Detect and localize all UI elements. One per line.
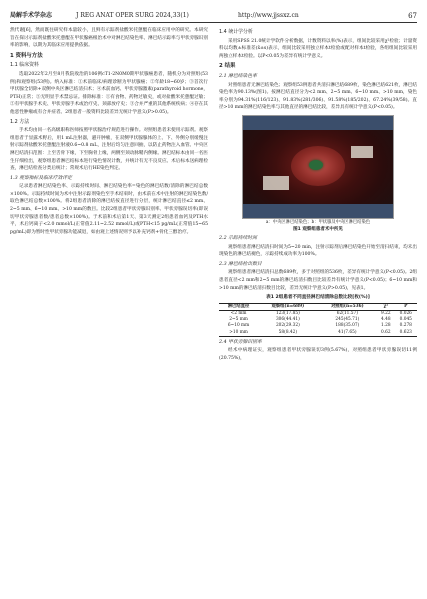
- tracing-duration-paragraph: 观察组患者淋巴结清扫时间为5~20 min，注射示踪剂后淋巴结染色开始至清扫结束，均未出现染色的淋巴结褪色，示踪持续成功率为100%。: [219, 244, 417, 258]
- subsection-heading-node-count: 2.3 淋巴结检出数目: [219, 261, 262, 267]
- gauze: [263, 176, 289, 190]
- table-cell: 0.623: [399, 329, 412, 335]
- methods-paragraph: 手术均由同一名高级职称医师按照甲状腺治疗规范进行操作。对照组患者未使用示踪剂。观察组患者于显露术野后，用1 mL注射器，避开肿瘤，在双侧甲状腺腺体的上、下、外侧分别缓慢注射示踪剂盐酸米托蒽醌注射液0.6~0.8 mL，注射后均匀注意回抽，以防止药物注入血管。中央区淋巴结清扫范围：上至舌骨下缘，下至胸骨上缘，两侧至颈动脉鞘内侧缘。淋巴结标本由同一名医生仔细检出，观察组患者淋巴结标本进行染色情况计数，并统计有无不良反应。术后标本送病理检查，淋巴结检查分类后统计；常规术后行HE染色判定。: [10, 128, 208, 172]
- table-header-cell: χ²: [383, 303, 389, 309]
- table-cell: 58(8.42): [278, 329, 298, 335]
- table-cell: 0.045: [399, 317, 412, 323]
- table-cell: 62(11.57): [336, 310, 358, 316]
- staining-rate-paragraph: 对照组患者无淋巴结染色；观察组53例患者共清扫淋巴结689枚，染色淋巴结621枚，淋巴结染色率为90.13%(图1)。按淋巴结直径分为<2 mm、2~5 mm、6~10 mm、>10 mm，染色率分别为94.31%(116/123)、91.83%(281/306)、91.58%(185/202)、67.24%(39/58)。直径>10 mm的淋巴结染色率与其他直径的淋巴结比较，差异具有统计学意义(P<0.05)。: [219, 82, 417, 111]
- table-header-cell: 对照组(n=536): [331, 303, 364, 309]
- stained-lymph-node: [309, 160, 323, 170]
- indicators-paragraph: 记录患者淋巴结染色率、示踪持续时间、淋巴结染色率=染色的淋巴结数/清除的淋巴结总数×100%。示踪持续时间为术中注射示踪剂染色至手术结束时，由术前在术中注射的淋巴结染色数/取色淋巴结总数×100%。将2组患者清除的淋巴结按直径进行分层，统计淋巴结直径≤2 mm、2~5 mm、6~10 mm、>10 mm的数目。比较2组患者甲状旁腺识别率、甲状旁腺误切率(即误切甲状旁腺患者数/患者总数×100%)。于术前和术后第1天、第3天测定2组患者血钙及PTH水平，术后钙离子<2.0 mmol/L(正常值2.11~2.52 mmol/L)或PTH<15 pg/mL(正常值15~65 pg/mL)即为暂时性甲状旁腺功能减退，如由观上述情况则予以补充钙剂+骨化三醇治疗。: [10, 184, 208, 235]
- table-cell: >10 mm: [229, 329, 248, 335]
- subsection-heading-parathyroid: 2.4 甲状旁腺识别率: [219, 339, 262, 345]
- figure-subcaption: a：中央区淋巴结染色；b：甲状腺及中央区淋巴结染色: [265, 219, 371, 225]
- surgical-drape: [243, 204, 393, 218]
- table-cell: 202(29.32): [275, 323, 300, 329]
- table-cell: 4.48: [381, 317, 391, 323]
- node-count-paragraph: 观察组患者淋巴结清扫总数689枚，多于对照组的536枚，差异有统计学意义(P<0.05)。2组患者直径<2 mm和2~5 mm的淋巴结清扫数目比较差异有统计学意义(P<0.05)；6~10 mm和>10 mm的淋巴结清扫数目比较，差异无统计学意义(P>0.05)，见表1。: [219, 270, 417, 291]
- subsection-heading-methods: 1.2 方法: [10, 118, 30, 125]
- table-cell: 306(44.41): [275, 317, 300, 323]
- statistics-paragraph: 采用SPSS 21.0统计学软件分析数据，计数资料以率(%)表示，组间比较采用χ²检验；计量资料以均数±标准差(x̄±s)表示，组间比较采用独立样本t检验或配对样本t检验，各组组间比较采用两独立样本t检验。以P<0.05为差异有统计学意义。: [219, 38, 417, 59]
- clinical-data-paragraph: 选取2022年2月至8月我院收治的106例cT1-2N0M0期甲状腺癌患者，随机分为对照组(53例)和观察组(53例)。纳入标准：①术前临床/病理诊断为甲状腺癌；②年龄18~60岁；③首次行甲状腺全切除+双侧中央区淋巴结清扫术；④术前血钙、甲状旁腺激素(parathyroid hormone，PTH)正常；⑤无明显手术禁忌证。排除标准：①有食物、药物过敏史，或对盐酸米托蒽醌过敏；②有甲状腺手术史、甲状旁腺手术或治疗史、颈部放疗史；③合并严重的其他系统疾病；④存在其他恶性肿瘤或有合并症者。2组患者一般资料比较差异无统计学意义(P>0.05)。: [10, 71, 208, 115]
- table-cell: 123(17.85): [275, 310, 300, 316]
- parathyroid-paragraph: 经术中病理证实，观察组患者甲状旁腺误切3例(5.67%)，对照组患者甲状旁腺误切11例(20.75%)，: [219, 348, 417, 361]
- figure-title: 图1 观察组患者术中所见: [293, 226, 343, 232]
- surgical-photo-figure: [242, 115, 394, 219]
- table-row: [219, 330, 417, 337]
- table-cell: 1.28: [381, 323, 391, 329]
- lymph-node-table: [219, 303, 417, 337]
- page-number: 67: [408, 12, 417, 20]
- table-row: [219, 310, 417, 317]
- left-column: [10, 27, 208, 237]
- table-cell: 6~10 mm: [227, 323, 250, 329]
- table-title: 表1 2组患者不同直径淋巴结清除总数比较[枚(%)]: [266, 295, 370, 301]
- section-heading-materials-methods: 1 资料与方法: [10, 52, 43, 59]
- table-cell: 0.026: [399, 310, 412, 316]
- subsection-heading-tracing-duration: 2.2 示踪持续时间: [219, 235, 257, 241]
- subsection-heading-statistics: 1.4 统计学分析: [219, 29, 253, 35]
- table-cell: <2 mm: [230, 310, 247, 316]
- journal-citation: J REG ANAT OPER SURG 2024,33(1): [76, 12, 189, 19]
- table-cell: 9.22: [381, 310, 391, 316]
- journal-name: 局解手术学杂志: [10, 12, 53, 19]
- intro-paragraph: 然代谢[6]，然而既往研究样本量较小，且鲜有示踪剂盐酸米托蒽醌在临床应用中的研究。本研究旨在探讨示踪剂盐酸米托蒽醌在甲状腺癌根治术中对淋巴结染色率、淋巴结示踪率与甲状旁腺识别率的影响，以期为其临床应用提供依据。: [10, 28, 208, 49]
- table-cell: 188(35.07): [335, 323, 360, 329]
- journal-url[interactable]: http://www.jjssxz.cn: [238, 12, 299, 19]
- table-cell: 41(7.65): [338, 329, 357, 335]
- table-header-row: [219, 303, 417, 310]
- table-cell: 0.278: [399, 323, 412, 329]
- table-header-cell: 淋巴结直径: [227, 303, 250, 309]
- section-heading-results: 2 结果: [219, 63, 236, 70]
- gauze: [351, 146, 373, 158]
- table-cell: 245(45.71): [335, 317, 360, 323]
- page-header: [10, 10, 417, 23]
- surgical-drape: [243, 116, 393, 130]
- subsection-heading-clinical-data: 1.1 临床资料: [10, 62, 39, 69]
- table-cell: 2~5 mm: [229, 317, 248, 323]
- subsection-heading-indicators: 1.3 观察指标及临床疗效评定: [10, 175, 72, 181]
- subsection-heading-staining-rate: 2.1 淋巴结染色率: [219, 73, 257, 79]
- table-cell: 0.62: [381, 329, 391, 335]
- table-header-cell: P: [404, 303, 408, 309]
- table-header-cell: 观察组(n=689): [271, 303, 305, 309]
- right-column: [219, 27, 417, 363]
